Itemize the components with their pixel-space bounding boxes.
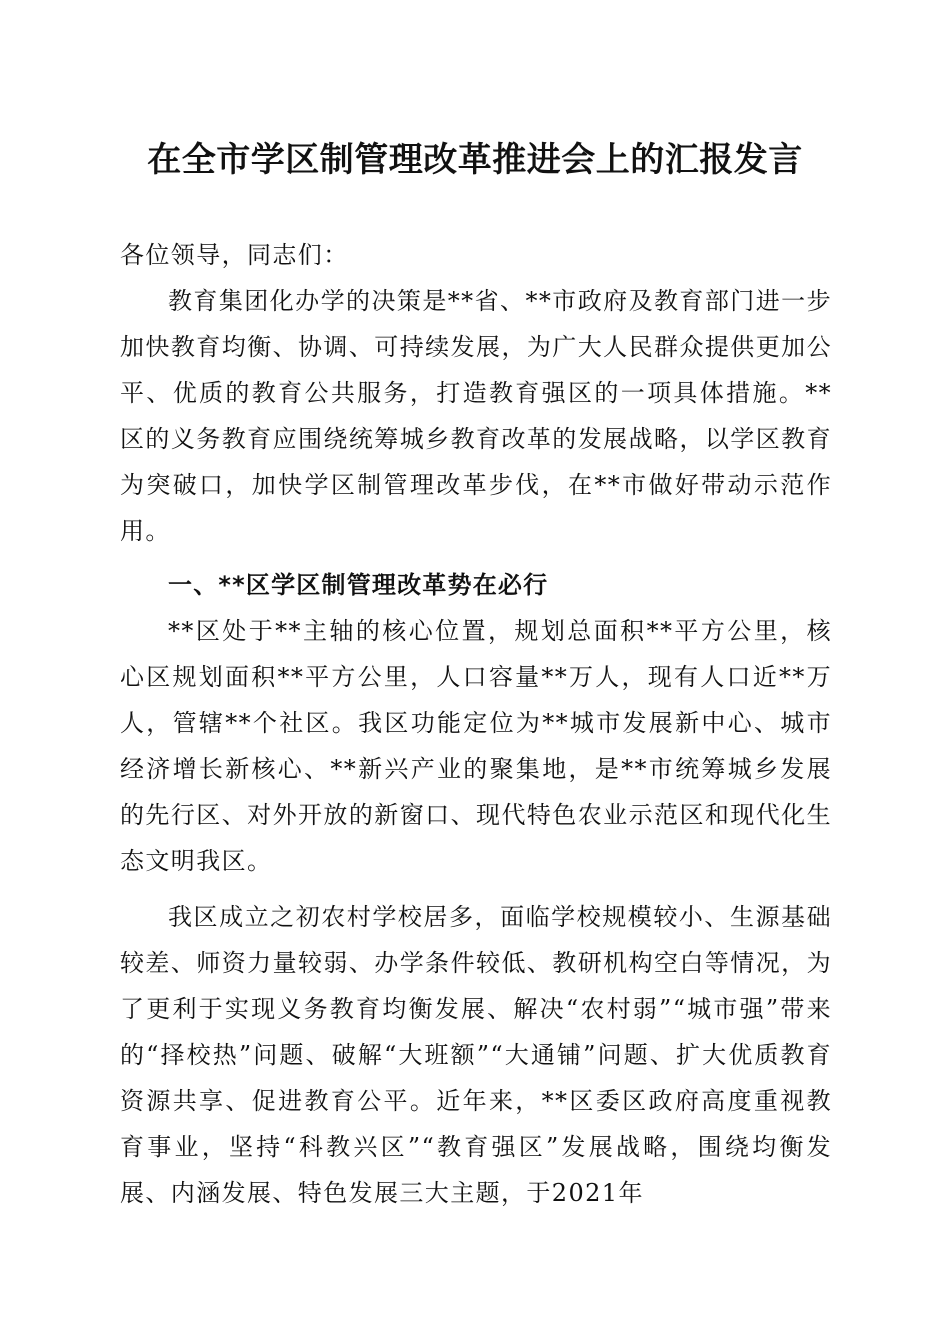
salutation: 各位领导，同志们： — [120, 241, 349, 269]
paragraph-intro: 教育集团化办学的决策是**省、**市政府及教育部门进一步加快教育均衡、协调、可持续发展，为广大人民群众提供更加公平、优质的教育公共服务，打造教育强区的一项具体措施。**区的义务教育应围绕统筹城乡教育改革的发展战略，以学区教育为突破口，加快学区制管理改革步伐，在**市做好带动示范作用。 — [120, 287, 832, 545]
document-body — [120, 232, 832, 1216]
document-title: 在全市学区制管理改革推进会上的汇报发言 — [147, 140, 803, 180]
paragraph-district-overview: **区处于**主轴的核心位置，规划总面积**平方公里，核心区规划面积**平方公里，人口容量**万人，现有人口近**万人，管辖**个社区。我区功能定位为**城市发展新中心、城市经济增长新核心、**新兴产业的聚集地，是**市统筹城乡发展的先行区、对外开放的新窗口、现代特色农业示范区和现代化生态文明我区。 — [120, 617, 832, 875]
section-heading-1: 一、**区学区制管理改革势在必行 — [168, 571, 549, 599]
paragraph-background: 我区成立之初农村学校居多，面临学校规模较小、生源基础较差、师资力量较弱、办学条件较低、教研机构空白等情况，为了更利于实现义务教育均衡发展、解决“农村弱”“城市强”带来的“择校热”问题、破解“大班额”“大通铺”问题、扩大优质教育资源共享、促进教育公平。近年来，**区委区政府高度重视教育事业，坚持“科教兴区”“教育强区”发展战略，围绕均衡发展、内涵发展、特色发展三大主题，于2021年 — [120, 903, 832, 1207]
